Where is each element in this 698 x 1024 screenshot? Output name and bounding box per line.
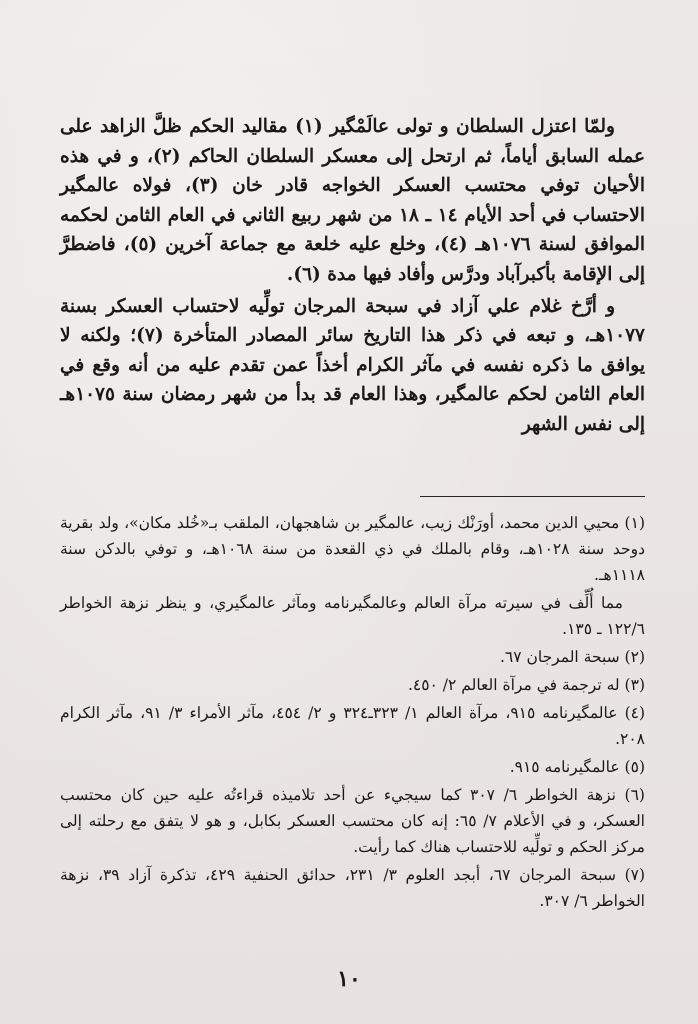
footnote-7: (٧) سبحة المرجان ٦٧، أبجد العلوم ٣/ ٢٣١، حدائق الحنفية ٤٢٩، تذكرة آزاد ٣٩، نزهة الخواطر ٦/ ٣٠٧.	[60, 866, 646, 910]
footnote-1-continuation: مما أُلِّف في سيرته مرآة العالم وعالمگيرنامه ومآثر عالمگيري، و ينظر نزهة الخواطر ١٢٢/٦ ـ ١٣٥.	[60, 594, 645, 638]
paragraph-2: و أرَّخ غلام علي آزاد في سبحة المرجان تولِّيه لاحتساب العسكر بسنة ١٠٧٧هـ، و تبعه في ذكر هذا التاريخ سائر المصادر المتأخرة (٧)؛ ولكنه لا يوافق ما ذكره نفسه في مآثر الكرام أخذاً عمن تقدم عليه من أنه وقع في العام الثامن لحكم عالمگير، وهذا العام قد بدأ من شهر رمضان سنة ١٠٧٥هـ إلى نفس الشهر	[60, 295, 645, 435]
footnote-2: (٢) سبحة المرجان ٦٧.	[499, 648, 645, 666]
footnote-1: (١) محيي الدين محمد، أورَنْك زيب، عالمگير بن شاهجهان، الملقب بـ«خُلد مكان»، ولد بقرية دوحد سنة ١٠٢٨هـ، وقام بالملك في ذي القعدة من سنة ١٠٦٨هـ، و توفي بالدكن سنة ١١١٨هـ.	[60, 514, 646, 584]
footnote-4: (٤) عالمگيرنامه ٩١٥، مرآة العالم ١/ ٣٢٣ـ٣٢٤ و ٢/ ٤٥٤، مآثر الأمراء ٣/ ٩١، مآثر الكرام ٢٠٨.	[60, 704, 646, 748]
paragraph-1: ولمّا اعتزل السلطان و تولى عالَمْگير (١) مقاليد الحكم ظلَّ الزاهد على عمله السابق أياماً، ثم ارتحل إلى معسكر السلطان الحاكم (٢)، و في هذه الأحيان توفي محتسب العسكر الخواجه قادر خان (٣)، فولاه عالمگير الاحتساب في أحد الأيام ١٤ ـ ١٨ من شهر ربيع الثاني في العام الثامن لحكمه الموافق لسنة ١٠٧٦هـ (٤)، وخلع عليه خلعة مع جماعة آخرين (٥)، فاضطرَّ إلى الإقامة بأكبرآباد ودرَّس وأفاد فيها مدة (٦).	[60, 116, 646, 285]
footnote-divider	[420, 496, 645, 497]
page-number: ١٠	[337, 966, 361, 992]
footnotes	[60, 510, 645, 916]
footnote-6: (٦) نزهة الخواطر ٦/ ٣٠٧ كما سيجيء عن أحد تلاميذه قراءتُه عليه حين كان محتسب العسكر، و في الأعلام ٧/ ٦٥: إنه كان محتسب العسكر بكابل، و هو لا يتفق مع رحلته إلى مركز الحكم و تولِّيه للاحتساب هناك كما رأيت.	[60, 786, 645, 856]
footnote-5: (٥) عالمگيرنامه ٩١٥.	[509, 758, 645, 776]
footnote-3: (٣) له ترجمة في مرآة العالم ٢/ ٤٥٠.	[407, 676, 645, 694]
main-text	[60, 112, 645, 440]
